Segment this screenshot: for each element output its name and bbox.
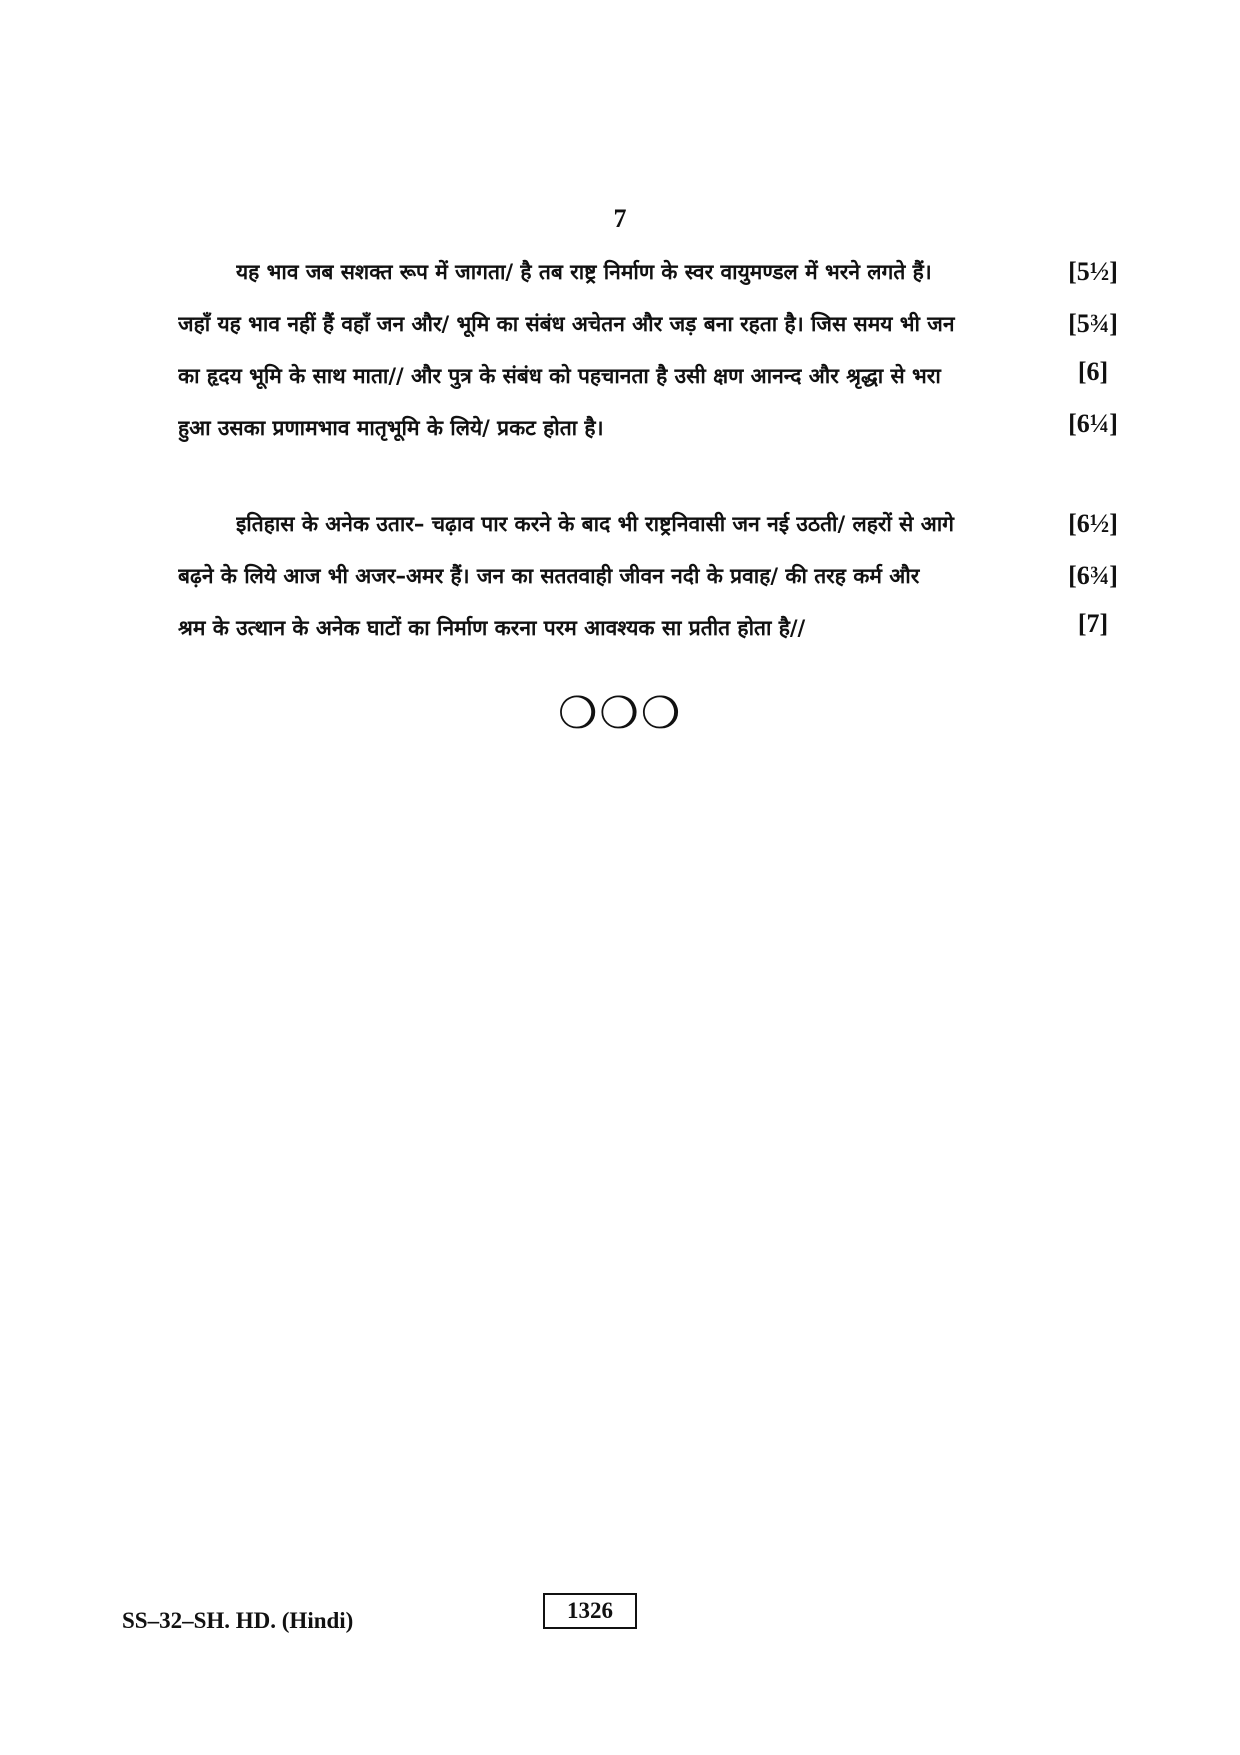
dictation-marker: [5½] [1068, 257, 1118, 286]
dictation-marker: [6½] [1068, 509, 1118, 538]
dictation-marker: [6] [1077, 357, 1109, 386]
paragraph-2-line-2: बढ़ने के लिये आज भी अजर–अमर हैं। जन का सततवाही जीवन नदी के प्रवाह/ की तरह कर्म और [178, 564, 920, 588]
paragraph-1-line-4: हुआ उसका प्रणामभाव मातृभूमि के लिये/ प्रकट होता है। [178, 416, 604, 440]
end-of-passage-mark: ❍❍❍ [557, 688, 683, 739]
paragraph-2-line-3: श्रम के उत्थान के अनेक घाटों का निर्माण करना परम आवश्यक सा प्रतीत होता है// [178, 616, 806, 640]
dictation-marker: [6¾] [1068, 561, 1118, 590]
page-number: 7 [613, 204, 627, 233]
dictation-marker: [5¾] [1068, 309, 1118, 338]
footer-page-id: 1326 [543, 1593, 637, 1629]
paragraph-1-line-3: का हृदय भूमि के साथ माता// और पुत्र के संबंध को पहचानता है उसी क्षण आनन्द और श्रृद्धा से भरा [178, 364, 941, 388]
paper-code: SS–32–SH. HD. (Hindi) [122, 1608, 354, 1633]
paragraph-1-line-1: यह भाव जब सशक्त रूप में जागता/ है तब राष्ट्र निर्माण के स्वर वायुमण्डल में भरने लगते हैं। [236, 260, 932, 284]
paragraph-1-line-2: जहाँ यह भाव नहीं हैं वहाँ जन और/ भूमि का संबंध अचेतन और जड़ बना रहता है। जिस समय भी जन [178, 312, 955, 336]
paragraph-2-line-1: इतिहास के अनेक उतार– चढ़ाव पार करने के बाद भी राष्ट्रनिवासी जन नई उठती/ लहरों से आगे [236, 512, 954, 536]
dictation-marker: [7] [1077, 609, 1109, 638]
dictation-marker: [6¼] [1068, 409, 1118, 438]
